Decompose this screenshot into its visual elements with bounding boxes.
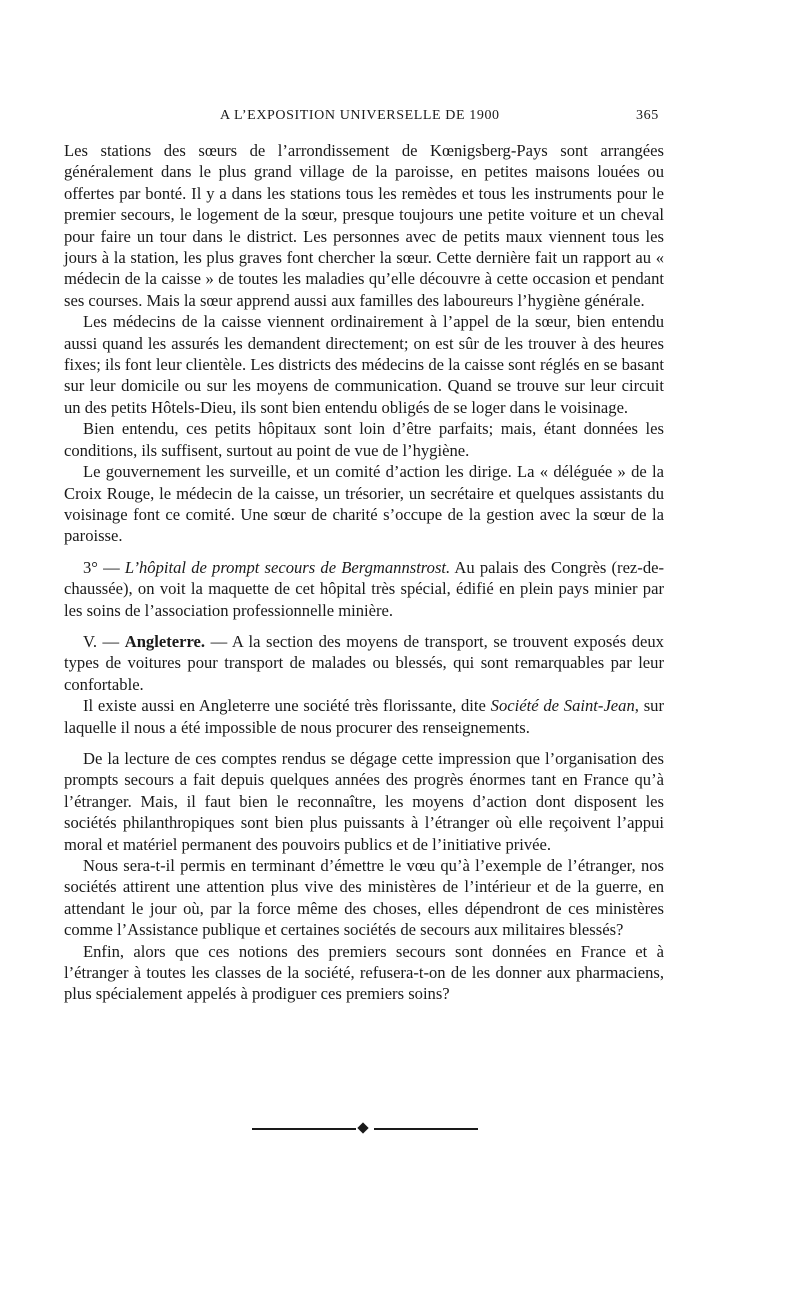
ornament-rule-left	[252, 1128, 356, 1130]
paragraph: Enfin, alors que ces notions des premiers secours sont données en France et à l’étranger à toutes les classes de la société, refusera-t-on de les donner aux pharmaciens, plus spécialement appelés à prodiguer ces premiers soins?	[64, 941, 664, 1004]
section-title: L’hôpital de prompt secours de Bergmannstrost.	[124, 557, 451, 577]
section-title: Angleterre.	[124, 631, 206, 651]
section-number: V. —	[83, 631, 125, 651]
paragraph: Il existe aussi en Angleterre une société très florissante, dite Société de Saint-Jean, sur laquelle il nous a été impossible de nous procurer des renseignements.	[64, 696, 664, 737]
paragraph: Nous sera-t-il permis en terminant d’émettre le vœu qu’à l’exemple de l’étranger, nos sociétés attirent une attention plus vive des ministères de l’intérieur et de la guerre, en attendant le jour où, par la force même des choses, elles dépendront de ces ministères comme l’Assistance publique et certaines sociétés de secours aux militaires blessés?	[64, 856, 664, 940]
end-ornament	[252, 1122, 478, 1136]
paragraph-section-v	[64, 631, 664, 695]
paragraph: De la lecture de ces comptes rendus se dégage cette impression que l’organisation des prompts secours a fait depuis quelques années des progrès énormes tant en France qu’à l’étranger. Mais, il faut bien le reconnaître, les moyens d’action dont disposent les sociétés philanthropiques sont bien plus puissants à l’étranger où elle reçoivent l’appui moral et matériel permanent des pouvoirs publics et de l’initiative privée.	[64, 748, 664, 854]
diamond-icon	[357, 1122, 368, 1133]
ornament-rule-right	[374, 1128, 478, 1130]
page-number: 365	[636, 108, 659, 123]
paragraph-section-3	[64, 557, 664, 621]
section-text: Au palais des Congrès (rez-de-chaussée), on voit la maquette de cet hôpital très spécial, édifié en plein pays minier par les soins de l’association professionnelle minière.	[64, 557, 665, 620]
running-title: A L’EXPOSITION UNIVERSELLE DE 1900	[220, 108, 500, 123]
paragraph: Les médecins de la caisse viennent ordinairement à l’appel de la sœur, bien entendu aussi quand les assurés les demandent directement; on est sûr de les trouver à des heures fixes; ils font leur clientèle. Les districts des médecins de la caisse sont réglés en se basant sur leur domicile ou sur les moyens de communication. Quand se trouve sur leur circuit un des petits Hôtels-Dieu, ils sont bien entendu obligés de se loger dans le voisinage.	[64, 312, 664, 417]
society-name: Société de Saint-Jean	[490, 696, 635, 716]
section-number: 3° —	[83, 557, 125, 577]
paragraph: Bien entendu, ces petits hôpitaux sont loin d’être parfaits; mais, étant données les conditions, ils suffisent, surtout au point de vue de l’hygiène.	[64, 419, 664, 460]
paragraph: Les stations des sœurs de l’arrondissement de Kœnigsberg-Pays sont arrangées généralement dans le plus grand village de la paroisse, en petites maisons louées ou offertes par bonté. Il y a dans les stations tous les remèdes et tous les instruments pour le premier secours, le logement de la sœur, presque toujours une petite voiture et un cheval pour faire un tour dans le district. Les personnes avec de petits maux viennent tous les jours à la station, les plus graves font chercher la sœur. Cette dernière fait un rapport au « médecin de la caisse » de toutes les maladies qu’elle découvre à cette occasion et pendant ses courses. Mais la sœur apprend aussi aux familles des laboureurs l’hygiène générale.	[64, 141, 664, 310]
running-header	[0, 108, 800, 128]
paragraph: Le gouvernement les surveille, et un comité d’action les dirige. La « déléguée » de la Croix Rouge, le médecin de la caisse, un trésorier, un secrétaire et quelques assistants du voisinage font ce comité. Une sœur de charité s’occupe de la gestion avec la sœur de la paroisse.	[64, 462, 664, 546]
body-text	[64, 140, 664, 1005]
section-text: — A la section des moyens de transport, se trouvent exposés deux types de voitures pour transport de malades ou blessés, qui sont remarquables par leur confortable.	[64, 631, 664, 694]
